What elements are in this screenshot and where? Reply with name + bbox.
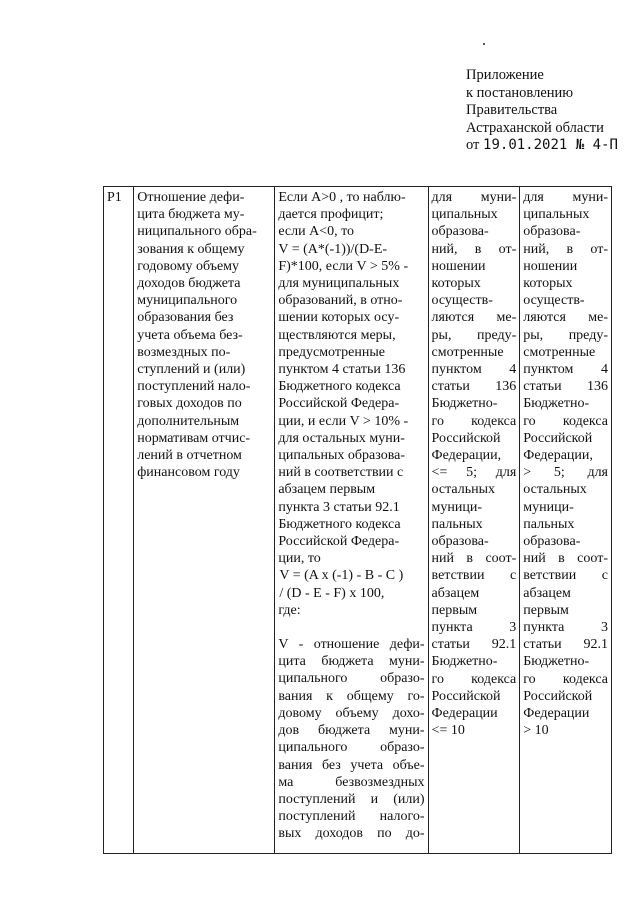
formula-text-line: F)*100, если V > 5% -: [278, 258, 409, 274]
threshold-low-line: пункта 3: [431, 620, 517, 636]
threshold-high-line: статьи 92.1: [523, 637, 608, 653]
row-code: P1: [107, 190, 122, 205]
formula-text-line: Бюджетного кодекса: [278, 379, 401, 395]
threshold-high-line: > 10: [523, 723, 549, 739]
threshold-high-line: ветствии с: [523, 568, 608, 584]
threshold-low-line: первым: [431, 602, 478, 618]
table-row: [104, 187, 612, 854]
indicator-text-line: возмездных по-: [137, 344, 231, 360]
formula-definition-line: цита бюджета муни-: [278, 654, 425, 670]
formula-text-line: V = (A*(-1))/(D-E-: [278, 241, 388, 257]
formula-text-line: Бюджетного кодекса: [278, 516, 401, 532]
formula-text-line: Российской Федера-: [278, 534, 400, 550]
formula-definition-line: поступлений налого-: [278, 809, 425, 825]
threshold-high-line: первым: [523, 602, 569, 618]
indicator-text-line: образования без: [137, 310, 234, 326]
scan-speck: [483, 43, 485, 45]
threshold-high-line: Федерации: [523, 706, 590, 722]
threshold-low-line: <= 5; для: [431, 465, 517, 481]
threshold-low-line: пунктом 4: [431, 362, 517, 378]
threshold-high-line: Российской: [523, 688, 593, 704]
threshold-high-line: ний, в от-: [523, 241, 608, 257]
threshold-low-line: муници-: [431, 499, 483, 515]
threshold-high-line: пальных: [523, 516, 575, 532]
threshold-high-line: остальных: [523, 482, 587, 498]
formula-text-line: пункта 3 статьи 92.1: [278, 499, 400, 515]
handwritten-date-number: 19.01.2021 № 4-П: [483, 137, 618, 153]
threshold-high-line: Бюджетно-: [523, 654, 590, 670]
threshold-high-line: смотренные: [523, 344, 596, 360]
indicator-text-line: муниципального: [137, 293, 238, 309]
indicator-text-line: нормативам отчис-: [137, 430, 251, 446]
threshold-low-line: ветствии с: [431, 568, 517, 584]
formula-definition-line: вания к общему го-: [278, 688, 425, 704]
indicator-text-line: Отношение дефи-: [137, 190, 245, 205]
threshold-low-line: Бюджетно-: [431, 654, 498, 670]
threshold-high-line: пункта 3: [523, 620, 608, 636]
indicator-text-line: доходов бюджета: [137, 276, 241, 292]
formula-definition-line: довому объему дохо-: [278, 705, 425, 721]
threshold-low-line: смотренные: [431, 344, 504, 360]
formula-definition-line: вания без учета объе-: [278, 757, 425, 773]
threshold-high-line: которых: [523, 276, 573, 292]
threshold-low-line: ношении: [431, 258, 486, 274]
header-line: Правительства: [466, 102, 558, 118]
threshold-high-line: ры, преду-: [523, 327, 608, 343]
threshold-low-line: статьи 136: [431, 379, 517, 395]
indicator-text-line: дополнительным: [137, 413, 240, 429]
threshold-high-line: образова-: [523, 534, 581, 550]
threshold-low-line: осуществ-: [431, 293, 493, 309]
indicator-text-line: говых доходов по: [137, 396, 242, 412]
formula-text-line: ний в соответствии с: [278, 465, 404, 481]
formula-cell: [275, 187, 428, 854]
formula-text-line: ции, то: [278, 551, 321, 567]
threshold-low-line: образова-: [431, 224, 489, 240]
threshold-high-line: образова-: [523, 224, 581, 240]
formula-text-line: шении которых осу-: [278, 310, 400, 326]
indicator-text-line: финансовом году: [137, 465, 240, 481]
threshold-high-line: абзацем: [523, 585, 571, 601]
threshold-high-line: статьи 136: [523, 379, 608, 395]
threshold-high-line: ляются ме-: [523, 310, 608, 326]
formula-text-line: ции, и если V > 10% -: [278, 413, 409, 429]
threshold-low-line: го кодекса: [431, 413, 517, 429]
header-line: к постановлению: [466, 84, 574, 101]
formula-text-line: Если А>0 , то наблю-: [278, 190, 406, 205]
formula-text-line: ществляются меры,: [278, 327, 396, 343]
formula-text-line: дается профицит;: [278, 207, 384, 223]
threshold-low-line: ляются ме-: [431, 310, 517, 326]
threshold-low-line: Российской: [431, 688, 501, 704]
threshold-high-line: ципальных: [523, 207, 590, 223]
formula-definition-line: ма безвозмездных: [278, 774, 425, 790]
threshold-low-line: Федерации,: [431, 448, 502, 464]
formula-definition-line: V - отношение дефи-: [278, 637, 425, 653]
threshold-high-line: Федерации,: [523, 448, 593, 464]
threshold-low-line: образова-: [431, 534, 489, 550]
formula-text-line: если А<0, то: [278, 224, 355, 240]
formula-text-line: ципальных образова-: [278, 448, 406, 464]
threshold-high-line: > 5; для: [523, 465, 608, 481]
indicator-text-line: годовому объему: [137, 258, 240, 274]
threshold-low-line: го кодекса: [431, 671, 517, 687]
indicator-name-cell: [134, 187, 275, 854]
threshold-low-line: остальных: [431, 482, 496, 498]
threshold-low-line: для муни-: [431, 190, 517, 205]
appendix-header: [466, 67, 636, 155]
threshold-low-line: ний, в от-: [431, 241, 517, 257]
threshold-low-line: Федерации: [431, 706, 498, 722]
indicator-text-line: поступлений нало-: [137, 379, 251, 395]
indicator-text-line: ступлений и (или): [137, 362, 246, 378]
indicator-text-line: лений в отчетном: [137, 448, 242, 464]
formula-expression-line: V = (A x (-1) - B - C ): [279, 568, 404, 584]
formula-definition-line: дов бюджета муни-: [278, 723, 425, 739]
threshold-high-line: ний в соот-: [523, 551, 608, 567]
formula-text-line: для остальных муни-: [278, 430, 405, 446]
indicator-text-line: ниципального обра-: [137, 224, 257, 240]
formula-definition-line: поступлений и (или): [278, 791, 425, 807]
threshold-low-line: которых: [431, 276, 481, 292]
threshold-low-line: Российской: [431, 430, 501, 446]
formula-definition-line: вых доходов по до-: [278, 826, 425, 842]
header-line: Астраханской области: [466, 119, 604, 136]
threshold-high-line: для муни-: [523, 190, 608, 205]
formula-expression-line: / (D - E - F) x 100,: [279, 585, 385, 601]
threshold-high-cell: [520, 187, 612, 854]
threshold-low-line: ний в соот-: [431, 551, 517, 567]
formula-text-line: Российской Федера-: [278, 396, 400, 412]
threshold-high-line: пунктом 4: [523, 362, 608, 378]
threshold-high-line: го кодекса: [523, 671, 608, 687]
threshold-high-line: го кодекса: [523, 413, 608, 429]
indicator-text-line: зования к общему: [137, 241, 245, 257]
formula-text-line: для муниципальных: [278, 276, 400, 292]
threshold-high-line: Бюджетно-: [523, 396, 590, 412]
threshold-low-line: статьи 92.1: [431, 637, 517, 653]
threshold-high-line: муници-: [523, 499, 574, 515]
indicator-text-line: цита бюджета му-: [137, 207, 245, 223]
indicator-text-line: учета объема без-: [137, 327, 243, 343]
threshold-high-line: ношении: [523, 258, 578, 274]
threshold-high-line: осуществ-: [523, 293, 585, 309]
header-date-line: [466, 137, 636, 155]
threshold-high-line: Российской: [523, 430, 593, 446]
threshold-low-line: пальных: [431, 516, 483, 532]
formula-text-line: пунктом 4 статьи 136: [278, 362, 406, 378]
formula-text-line: предусмотренные: [278, 344, 385, 360]
header-line: Приложение: [466, 67, 544, 83]
threshold-low-line: ры, преду-: [431, 327, 517, 343]
indicator-table: [103, 186, 612, 854]
formula-text-line: абзацем первым: [278, 482, 376, 498]
formula-text-line: образований, в отно-: [278, 293, 403, 309]
row-code-cell: [104, 187, 134, 854]
threshold-low-line: Бюджетно-: [431, 396, 498, 412]
formula-definition-line: ципального образо-: [278, 740, 425, 756]
threshold-low-line: <= 10: [431, 723, 465, 739]
threshold-low-cell: [428, 187, 520, 854]
threshold-low-line: абзацем: [431, 585, 480, 601]
date-prefix: от: [466, 137, 480, 153]
threshold-low-line: ципальных: [431, 207, 498, 223]
formula-definition-line: ципального образо-: [278, 671, 425, 687]
formula-expression-line: где:: [278, 602, 301, 618]
